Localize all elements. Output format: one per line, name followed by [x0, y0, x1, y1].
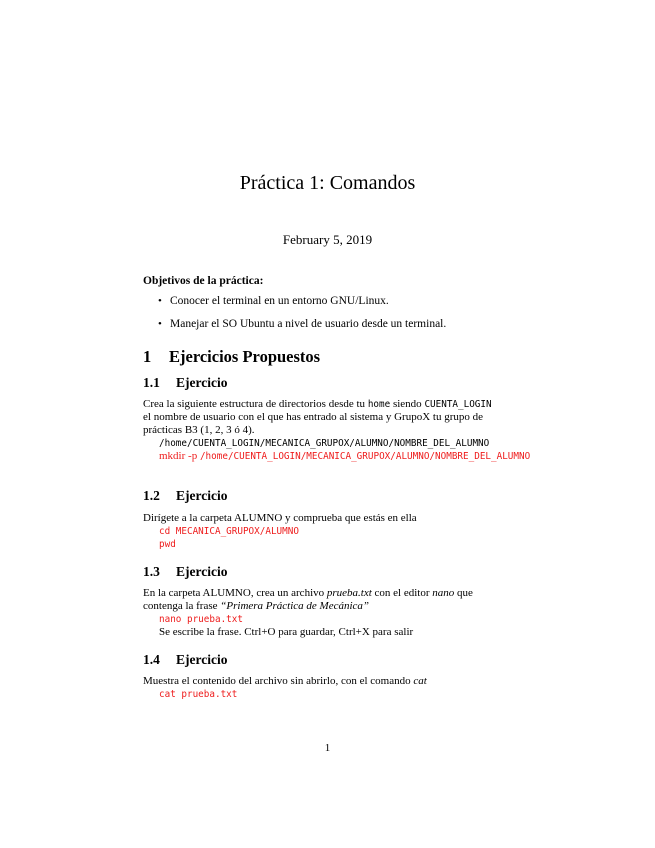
page-number: 1 — [324, 742, 331, 754]
document-date: February 5, 2019 — [282, 232, 373, 247]
command-line: pwd — [159, 539, 176, 550]
subsection-title: Ejercicio — [176, 488, 228, 503]
paragraph-line: el nombre de usuario con el que has entrado al sistema y GrupoX tu grupo de — [143, 411, 483, 423]
list-item-text: Manejar el SO Ubuntu a nivel de usuario desde un terminal. — [170, 318, 447, 330]
objectives-list — [158, 294, 598, 340]
subsection-number: 1.4 — [143, 652, 160, 667]
command-line — [143, 450, 531, 463]
paragraph-line: Dirígete a la carpeta ALUMNO y comprueba que estás en ella — [143, 512, 417, 524]
text-run: Muestra el contenido del archivo sin abrirlo, con el comando — [143, 675, 414, 687]
command-line: nano prueba.txt — [159, 614, 243, 625]
text-run: siendo — [390, 398, 425, 410]
text-run: contenga la frase — [143, 600, 221, 612]
document-title: Práctica 1: Comandos — [239, 172, 416, 194]
command-line: cat prueba.txt — [159, 689, 238, 700]
text-run: En la carpeta ALUMNO, crea un archivo — [143, 587, 327, 599]
subsection-number: 1.2 — [143, 488, 160, 503]
section-heading — [143, 347, 320, 367]
subsection-heading — [143, 652, 227, 668]
list-item — [158, 294, 598, 317]
text-run: que — [454, 587, 473, 599]
exercise-body — [143, 512, 515, 551]
subsection-title: Ejercicio — [176, 375, 228, 390]
subsection-title: Ejercicio — [176, 652, 228, 667]
command-name: cat — [413, 675, 427, 687]
subsection-heading — [143, 564, 227, 580]
paragraph-line — [143, 587, 515, 600]
file-name: prueba.txt — [326, 587, 372, 599]
command-argument: /home/CUENTA_LOGIN/MECANICA_GRUPOX/ALUMNO/NOMBRE_DEL_ALUMNO — [199, 451, 531, 462]
command-name: mkdir -p — [159, 450, 200, 462]
section-title: Ejercicios Propuestos — [169, 347, 321, 366]
subsection-number: 1.3 — [143, 564, 160, 579]
subsection-heading — [143, 488, 227, 504]
paragraph-line — [143, 675, 515, 688]
command-line: cd MECANICA_GRUPOX/ALUMNO — [159, 526, 299, 537]
bullet-icon: • — [158, 318, 162, 330]
paragraph-line — [143, 600, 515, 613]
section-number: 1 — [143, 347, 152, 366]
inline-code: home — [367, 399, 391, 410]
paragraph-line — [143, 398, 515, 411]
list-item — [158, 317, 598, 340]
list-item-text: Conocer el terminal en un entorno GNU/Linux. — [170, 295, 389, 307]
exercise-body — [143, 675, 515, 701]
subsection-heading — [143, 375, 227, 391]
objectives-heading: Objetivos de la práctica: — [143, 275, 264, 287]
text-run: Crea la siguiente estructura de directorios desde tu — [143, 398, 368, 410]
paragraph-line: prácticas B3 (1, 2, 3 ó 4). — [143, 424, 255, 436]
subsection-number: 1.1 — [143, 375, 160, 390]
directory-path: /home/CUENTA_LOGIN/MECANICA_GRUPOX/ALUMNO/NOMBRE_DEL_ALUMNO — [159, 438, 490, 449]
subsection-title: Ejercicio — [176, 564, 228, 579]
instruction-note: Se escribe la frase. Ctrl+O para guardar, Ctrl+X para salir — [159, 626, 414, 638]
editor-name: nano — [432, 587, 455, 599]
exercise-body — [143, 398, 531, 463]
bullet-icon: • — [158, 295, 162, 307]
quoted-phrase: “Primera Práctica de Mecánica” — [220, 600, 370, 612]
inline-code: CUENTA_LOGIN — [424, 399, 492, 410]
text-run: con el editor — [371, 587, 433, 599]
exercise-body — [143, 587, 515, 639]
